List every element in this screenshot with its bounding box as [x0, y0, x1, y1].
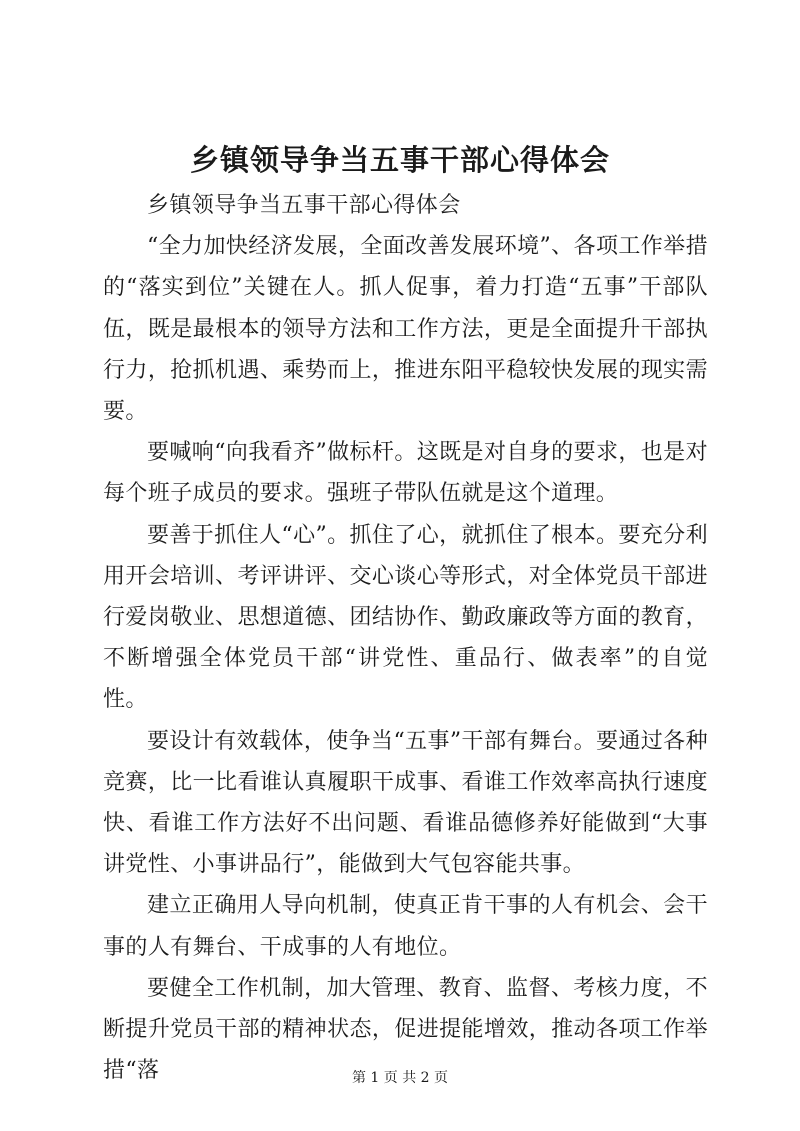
document-title: 乡镇领导争当五事干部心得体会	[189, 143, 610, 177]
paragraph-heart: 要善于抓住人“心”。抓住了心，就抓住了根本。要充分利用开会培训、考评讲评、交心谈心等形式，对全体党员干部进行爱岗敬业、思想道德、团结协作、勤政廉政等方面的教育，不断增强全体党员干部“讲党性、重品行、做表率”的自觉性。	[103, 522, 708, 713]
document-body	[103, 185, 708, 1091]
paragraph-intro: “全力加快经济发展，全面改善发展环境”、各项工作举措的“落实到位”关键在人。抓人促事，着力打造“五事”干部队伍，既是最根本的领导方法和工作方法，更是全面提升干部执行力，抢抓机遇、乘势而上，推进东阳平稳较快发展的现实需要。	[103, 234, 708, 425]
paragraph-work-mechanism: 要健全工作机制，加大管理、教育、监督、考核力度，不断提升党员干部的精神状态，促进提能增效，推动各项工作举措“落	[103, 975, 708, 1084]
page-footer: 第 1 页 共 2 页	[351, 1070, 449, 1086]
paragraph-subtitle: 乡镇领导争当五事干部心得体会	[147, 193, 461, 218]
paragraph-mechanism: 建立正确用人导向机制，使真正肯干事的人有机会、会干事的人有舞台、干成事的人有地位。	[103, 893, 708, 960]
paragraph-carrier: 要设计有效载体，使争当“五事”干部有舞台。要通过各种竞赛，比一比看谁认真履职干成事、看谁工作效率高执行速度快、看谁工作方法好不出问题、看谁品德修养好能做到“大事讲党性、小事讲品行”，能做到大气包容能共事。	[103, 728, 708, 878]
paragraph-benchmark: 要喊响“向我看齐”做标杆。这既是对自身的要求，也是对每个班子成员的要求。强班子带队伍就是这个道理。	[103, 440, 708, 507]
